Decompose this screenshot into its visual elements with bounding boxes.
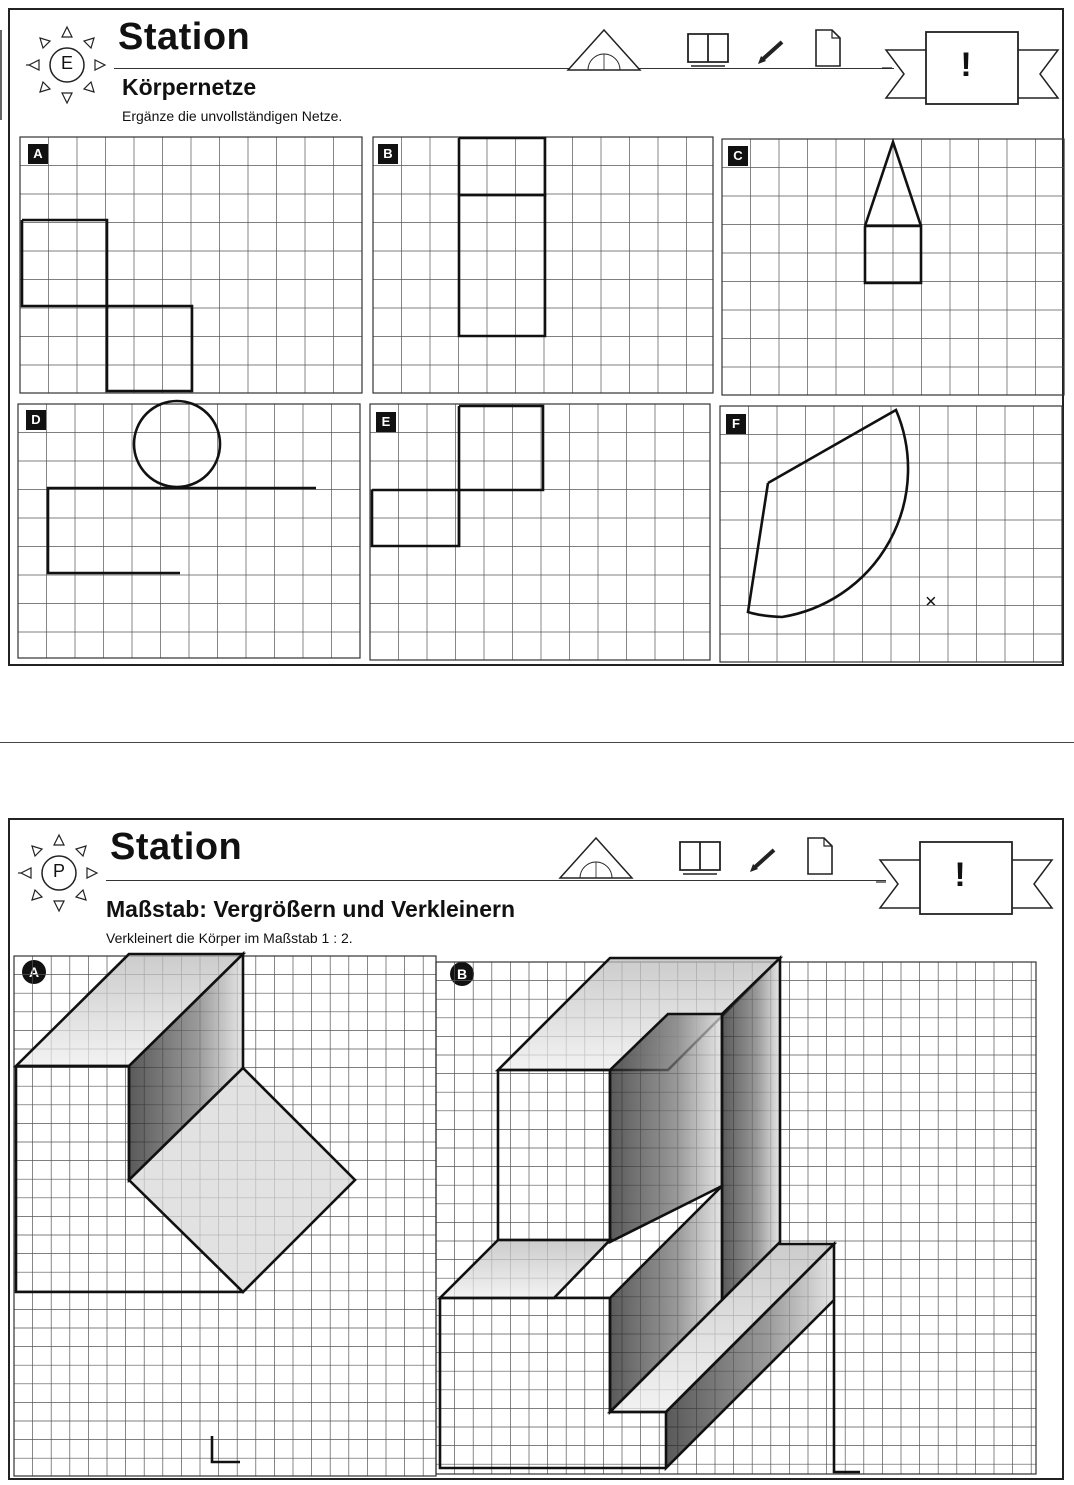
page-subtitle: Körpernetze: [122, 74, 257, 100]
station-title: Station: [118, 16, 251, 58]
panel-label-b: B: [378, 144, 398, 164]
exclamation-mark: !: [960, 46, 972, 84]
sun-letter: P: [52, 861, 65, 881]
body-b-right-stub: [834, 1300, 860, 1472]
body-b-upper-front: [498, 1070, 610, 1240]
page-subtitle: Maßstab: Vergrößern und Verkleinern: [106, 896, 515, 922]
panel-label-a: A: [28, 144, 48, 164]
exclamation-mark: !: [954, 856, 966, 894]
panel-label-e: E: [376, 412, 396, 432]
body-a-front-edge: [16, 1066, 129, 1180]
station-title: Station: [110, 826, 243, 868]
sun-letter: E: [60, 53, 73, 73]
panel-label-c: C: [728, 146, 748, 166]
panel-label-f: F: [726, 414, 746, 434]
panel-f-cross-mark: ×: [925, 591, 937, 613]
panel-label-b: B: [450, 962, 474, 986]
panel-label-d: D: [26, 410, 46, 430]
instruction-text: Ergänze die unvollständigen Netze.: [122, 108, 343, 124]
instruction-text: Verkleinert die Körper im Maßstab 1 : 2.: [106, 930, 353, 946]
panel-label-a: A: [22, 960, 46, 984]
body-b-right-wall: [722, 958, 780, 1300]
